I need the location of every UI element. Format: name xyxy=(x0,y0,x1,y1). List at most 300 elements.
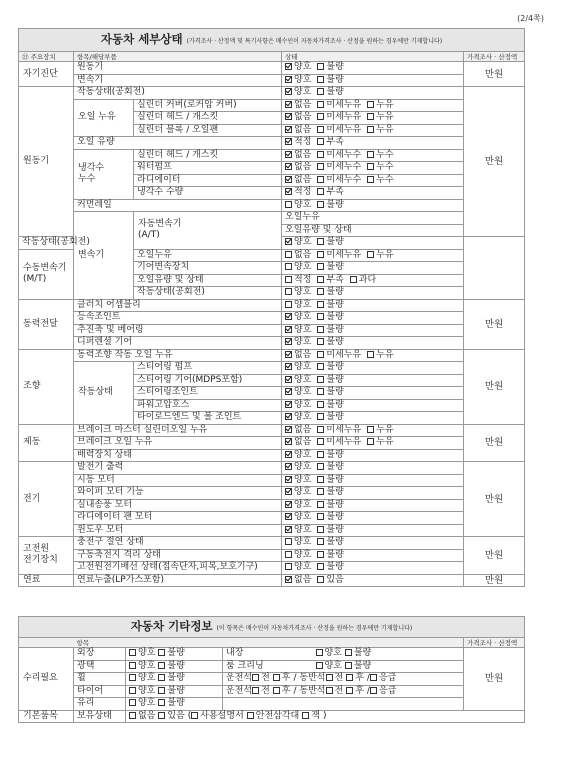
driver-label: 운전석 xyxy=(226,685,253,696)
option-good[interactable] xyxy=(285,262,311,273)
status-cell xyxy=(282,399,464,412)
option-good[interactable] xyxy=(285,525,311,536)
item-label: 오일누유 xyxy=(134,249,282,262)
checkbox-icon[interactable] xyxy=(317,201,324,208)
option-proper[interactable] xyxy=(285,187,311,198)
checkbox-icon[interactable] xyxy=(317,113,324,120)
option-good[interactable] xyxy=(285,362,311,373)
checkbox-icon[interactable] xyxy=(285,476,292,483)
option-bad[interactable] xyxy=(158,698,184,709)
checkbox-icon[interactable] xyxy=(317,313,324,320)
option-label: 없음 xyxy=(294,424,312,435)
option-bad[interactable] xyxy=(317,237,343,248)
price-cell: 만원 xyxy=(464,574,525,587)
status-cell xyxy=(282,324,464,337)
status-cell xyxy=(282,99,464,112)
option-good[interactable] xyxy=(285,62,311,73)
checkbox-icon[interactable] xyxy=(129,674,136,681)
option-manual[interactable] xyxy=(191,711,243,722)
option-bad[interactable] xyxy=(158,673,184,684)
option-good[interactable] xyxy=(129,698,155,709)
checkbox-icon[interactable] xyxy=(317,526,324,533)
status-cell xyxy=(126,673,223,686)
checkbox-icon[interactable] xyxy=(129,687,136,694)
checkbox-icon[interactable] xyxy=(367,126,374,133)
option-bad[interactable] xyxy=(317,62,343,73)
option-good[interactable] xyxy=(129,673,155,684)
sub-auto-line1: 자동변속기 xyxy=(138,219,182,230)
option-lack[interactable] xyxy=(317,187,343,198)
checkbox-icon[interactable] xyxy=(317,326,324,333)
checkbox-icon[interactable] xyxy=(367,113,374,120)
option-leak[interactable] xyxy=(367,100,393,111)
option-label: 후 xyxy=(281,685,291,696)
option-bad[interactable] xyxy=(317,325,343,336)
option-good[interactable] xyxy=(285,550,311,561)
option-minor_water[interactable] xyxy=(317,162,361,173)
checkbox-icon[interactable] xyxy=(317,476,324,483)
option-leak[interactable] xyxy=(367,125,393,136)
item-label: 스티어링조인트 xyxy=(134,387,282,400)
checkbox-icon[interactable] xyxy=(317,238,324,245)
checkbox-icon[interactable] xyxy=(158,699,165,706)
option-none[interactable] xyxy=(285,100,311,111)
checkbox-icon[interactable] xyxy=(367,151,374,158)
checkbox-icon[interactable] xyxy=(317,438,324,445)
option-bad[interactable] xyxy=(317,375,343,386)
checkbox-icon[interactable] xyxy=(370,687,377,694)
option-bad[interactable] xyxy=(158,686,184,697)
option-emergency[interactable] xyxy=(370,686,396,697)
option-good[interactable] xyxy=(285,387,311,398)
item-label: 오일누유 xyxy=(282,212,464,225)
option-exist[interactable] xyxy=(158,711,184,722)
option-label: 부족 xyxy=(326,137,344,148)
option-good[interactable] xyxy=(285,300,311,311)
checkbox-icon[interactable] xyxy=(285,238,292,245)
checkbox-icon[interactable] xyxy=(285,413,292,420)
checkbox-icon[interactable] xyxy=(285,526,292,533)
checkbox-icon[interactable] xyxy=(317,351,324,358)
checkbox-icon[interactable] xyxy=(285,338,292,345)
status-cell xyxy=(282,112,464,125)
option-good[interactable] xyxy=(285,200,311,211)
checkbox-icon[interactable] xyxy=(317,138,324,145)
checkbox-icon[interactable] xyxy=(317,551,324,558)
option-bad[interactable] xyxy=(158,661,184,672)
status-cell xyxy=(282,287,464,300)
checkbox-icon[interactable] xyxy=(317,501,324,508)
option-good[interactable] xyxy=(285,475,311,486)
option-bad[interactable] xyxy=(317,337,343,348)
option-bad[interactable] xyxy=(317,200,343,211)
option-bad[interactable] xyxy=(317,500,343,511)
option-water_leak[interactable] xyxy=(367,175,393,186)
option-good[interactable] xyxy=(285,87,311,98)
option-water_leak[interactable] xyxy=(367,162,393,173)
option-front[interactable] xyxy=(252,673,270,684)
option-good[interactable] xyxy=(316,648,342,659)
checkbox-icon[interactable] xyxy=(247,712,254,719)
option-water_leak[interactable] xyxy=(367,150,393,161)
checkbox-icon[interactable] xyxy=(367,176,374,183)
option-label: 없음 xyxy=(138,710,156,721)
status-cell xyxy=(282,149,464,162)
option-bad[interactable] xyxy=(158,648,184,659)
option-bad[interactable] xyxy=(345,661,371,672)
option-rear[interactable] xyxy=(273,673,291,684)
checkbox-icon[interactable] xyxy=(302,712,309,719)
checkbox-icon[interactable] xyxy=(326,674,333,681)
checkbox-icon[interactable] xyxy=(317,101,324,108)
checkbox-icon[interactable] xyxy=(285,551,292,558)
checkbox-icon[interactable] xyxy=(285,463,292,470)
checkbox-icon[interactable] xyxy=(273,687,280,694)
checkbox-icon[interactable] xyxy=(285,88,292,95)
checkbox-icon[interactable] xyxy=(285,151,292,158)
checkbox-icon[interactable] xyxy=(317,401,324,408)
other-title: 자동차 기타정보 xyxy=(130,618,213,633)
checkbox-icon[interactable] xyxy=(285,288,292,295)
checkbox-icon[interactable] xyxy=(317,276,324,283)
checkbox-icon[interactable] xyxy=(285,276,292,283)
status-cell xyxy=(282,487,464,500)
option-lack[interactable] xyxy=(317,137,343,148)
option-proper[interactable] xyxy=(285,137,311,148)
checkbox-icon[interactable] xyxy=(285,176,292,183)
option-good[interactable] xyxy=(285,337,311,348)
option-bad[interactable] xyxy=(317,400,343,411)
checkbox-icon[interactable] xyxy=(252,674,259,681)
checkbox-icon[interactable] xyxy=(317,76,324,83)
option-bad[interactable] xyxy=(317,562,343,573)
sub-manual-trans xyxy=(19,249,74,299)
option-front[interactable] xyxy=(326,686,344,697)
option-none[interactable] xyxy=(285,125,311,136)
option-emergency[interactable] xyxy=(370,673,396,684)
checkbox-icon[interactable] xyxy=(285,451,292,458)
status-cell xyxy=(282,337,464,350)
checkbox-icon[interactable] xyxy=(285,263,292,270)
checkbox-icon[interactable] xyxy=(350,276,357,283)
option-bad[interactable] xyxy=(317,387,343,398)
checkbox-icon[interactable] xyxy=(317,126,324,133)
option-label: 양호 xyxy=(294,387,312,398)
checkbox-icon[interactable] xyxy=(317,288,324,295)
option-none[interactable] xyxy=(285,112,311,123)
passenger-label: 동반석 xyxy=(299,685,326,696)
item-label: 오일유량 및 상태 xyxy=(282,224,464,237)
checkbox-icon[interactable] xyxy=(285,163,292,170)
option-leak[interactable] xyxy=(367,250,393,261)
checkbox-icon[interactable] xyxy=(158,662,165,669)
item-label: 워터펌프 xyxy=(134,162,282,175)
checkbox-icon[interactable] xyxy=(285,401,292,408)
option-bad[interactable] xyxy=(317,75,343,86)
checkbox-icon[interactable] xyxy=(285,113,292,120)
option-label: 양호 xyxy=(294,399,312,410)
option-minor[interactable] xyxy=(317,112,361,123)
option-leak[interactable] xyxy=(367,425,393,436)
option-minor[interactable] xyxy=(317,250,361,261)
option-good[interactable] xyxy=(285,375,311,386)
option-bad[interactable] xyxy=(317,450,343,461)
checkbox-icon[interactable] xyxy=(317,251,324,258)
checkbox-icon[interactable] xyxy=(285,76,292,83)
checkbox-icon[interactable] xyxy=(367,438,374,445)
option-good[interactable] xyxy=(129,661,155,672)
price-cell: 만원 xyxy=(464,462,525,537)
sub-oil-leak: 오일 누유 xyxy=(74,99,134,137)
checkbox-icon[interactable] xyxy=(370,674,377,681)
option-minor[interactable] xyxy=(317,100,361,111)
option-minor_water[interactable] xyxy=(317,175,361,186)
option-label: 양호 xyxy=(294,524,312,535)
checkbox-icon[interactable] xyxy=(129,712,136,719)
checkbox-icon[interactable] xyxy=(317,338,324,345)
checkbox-icon[interactable] xyxy=(252,687,259,694)
group-transmission: 변속기 xyxy=(74,212,134,300)
option-none[interactable] xyxy=(285,150,311,161)
option-bad[interactable] xyxy=(317,87,343,98)
checkbox-icon[interactable] xyxy=(285,388,292,395)
option-minor_water[interactable] xyxy=(317,150,361,161)
checkbox-icon[interactable] xyxy=(346,687,353,694)
option-none[interactable] xyxy=(285,437,311,448)
option-good[interactable] xyxy=(285,462,311,473)
blank-cell xyxy=(223,698,464,711)
option-front[interactable] xyxy=(326,673,344,684)
option-leak[interactable] xyxy=(367,437,393,448)
checkbox-icon[interactable] xyxy=(317,376,324,383)
checkbox-icon[interactable] xyxy=(317,88,324,95)
other-item-tire: 타이어 xyxy=(74,685,126,698)
status-cell xyxy=(282,374,464,387)
option-minor[interactable] xyxy=(317,125,361,136)
checkbox-icon[interactable] xyxy=(285,513,292,520)
option-label: 양호 xyxy=(294,299,312,310)
option-none[interactable] xyxy=(285,350,311,361)
checkbox-icon[interactable] xyxy=(285,201,292,208)
option-label: 없음 xyxy=(294,162,312,173)
checkbox-icon[interactable] xyxy=(317,63,324,70)
checkbox-icon[interactable] xyxy=(317,151,324,158)
option-rear[interactable] xyxy=(273,686,291,697)
option-label: 누유 xyxy=(376,124,394,135)
option-bad[interactable] xyxy=(317,312,343,323)
option-minor[interactable] xyxy=(317,350,361,361)
checkbox-icon[interactable] xyxy=(346,674,353,681)
option-label: 불량 xyxy=(326,537,344,548)
checkbox-icon[interactable] xyxy=(316,649,323,656)
checkbox-icon[interactable] xyxy=(367,101,374,108)
checkbox-icon[interactable] xyxy=(317,538,324,545)
option-label: 불량 xyxy=(326,74,344,85)
checkbox-icon[interactable] xyxy=(285,351,292,358)
option-front[interactable] xyxy=(252,686,270,697)
option-good[interactable] xyxy=(285,512,311,523)
option-good[interactable] xyxy=(316,661,342,672)
option-label: 불량 xyxy=(326,237,344,248)
price-cell: 만원 xyxy=(464,299,525,349)
checkbox-icon[interactable] xyxy=(317,413,324,420)
option-bad[interactable] xyxy=(317,537,343,548)
option-label: 미세누수 xyxy=(326,149,362,160)
option-bad[interactable] xyxy=(317,512,343,523)
checkbox-icon[interactable] xyxy=(317,388,324,395)
option-rear[interactable] xyxy=(346,673,364,684)
checkbox-icon[interactable] xyxy=(367,251,374,258)
option-leak[interactable] xyxy=(367,112,393,123)
option-bad[interactable] xyxy=(345,648,371,659)
checkbox-icon[interactable] xyxy=(285,101,292,108)
checkbox-icon[interactable] xyxy=(317,363,324,370)
option-bad[interactable] xyxy=(317,462,343,473)
checkbox-icon[interactable] xyxy=(285,188,292,195)
option-bad[interactable] xyxy=(317,287,343,298)
option-label: 적정 xyxy=(294,274,312,285)
option-good[interactable] xyxy=(285,450,311,461)
checkbox-icon[interactable] xyxy=(158,674,165,681)
option-proper[interactable] xyxy=(285,275,311,286)
option-triangle[interactable] xyxy=(247,711,299,722)
item-label: 실린더 커버(로커암 커버) xyxy=(134,99,282,112)
checkbox-icon[interactable] xyxy=(317,576,324,583)
option-label: 양호 xyxy=(294,62,312,73)
option-good[interactable] xyxy=(129,648,155,659)
option-minor[interactable] xyxy=(317,425,361,436)
option-good[interactable] xyxy=(285,412,311,423)
possession-cell xyxy=(126,710,525,723)
sub-manual-line1: 수동변속기 xyxy=(23,263,67,273)
checkbox-icon[interactable] xyxy=(317,188,324,195)
checkbox-icon[interactable] xyxy=(285,63,292,70)
item-label: 냉각수 수량 xyxy=(134,187,282,200)
item-label: 등속조인트 xyxy=(74,312,282,325)
checkbox-icon[interactable] xyxy=(317,463,324,470)
checkbox-icon[interactable] xyxy=(129,662,136,669)
option-good[interactable] xyxy=(285,237,311,248)
checkbox-icon[interactable] xyxy=(326,687,333,694)
checkbox-icon[interactable] xyxy=(285,326,292,333)
option-none[interactable] xyxy=(285,575,311,586)
checkbox-icon[interactable] xyxy=(285,301,292,308)
option-bad[interactable] xyxy=(317,412,343,423)
checkbox-icon[interactable] xyxy=(317,563,324,570)
option-none[interactable] xyxy=(285,162,311,173)
option-good[interactable] xyxy=(285,537,311,548)
checkbox-icon[interactable] xyxy=(285,438,292,445)
option-jack[interactable] xyxy=(302,711,320,722)
checkbox-icon[interactable] xyxy=(158,649,165,656)
checkbox-icon[interactable] xyxy=(317,451,324,458)
option-bad[interactable] xyxy=(317,362,343,373)
checkbox-icon[interactable] xyxy=(285,563,292,570)
checkbox-icon[interactable] xyxy=(285,251,292,258)
option-bad[interactable] xyxy=(317,262,343,273)
option-good[interactable] xyxy=(285,287,311,298)
option-good[interactable] xyxy=(129,686,155,697)
checkbox-icon[interactable] xyxy=(285,138,292,145)
option-none[interactable] xyxy=(285,425,311,436)
option-bad[interactable] xyxy=(317,487,343,498)
other-item-interior: 내장 xyxy=(223,648,313,661)
group-hv-line2: 전기장치 xyxy=(23,555,58,566)
checkbox-icon[interactable] xyxy=(285,126,292,133)
option-leak[interactable] xyxy=(367,350,393,361)
checkbox-icon[interactable] xyxy=(285,501,292,508)
checkbox-icon[interactable] xyxy=(285,538,292,545)
option-excess[interactable] xyxy=(350,275,376,286)
option-none[interactable] xyxy=(285,250,311,261)
option-bad[interactable] xyxy=(317,475,343,486)
checkbox-icon[interactable] xyxy=(191,712,198,719)
checkbox-icon[interactable] xyxy=(273,674,280,681)
option-label: 누유 xyxy=(376,249,394,260)
option-good[interactable] xyxy=(285,500,311,511)
option-good[interactable] xyxy=(285,562,311,573)
item-label: 와이퍼 모터 기능 xyxy=(74,487,282,500)
option-label: 안전삼각대 xyxy=(255,710,300,721)
checkbox-icon[interactable] xyxy=(317,176,324,183)
option-good[interactable] xyxy=(285,325,311,336)
option-none[interactable] xyxy=(285,175,311,186)
option-minor[interactable] xyxy=(317,437,361,448)
checkbox-icon[interactable] xyxy=(285,488,292,495)
option-good[interactable] xyxy=(285,487,311,498)
sub-manual-line2: (M/T) xyxy=(23,274,47,284)
checkbox-icon[interactable] xyxy=(367,351,374,358)
checkbox-icon[interactable] xyxy=(285,313,292,320)
checkbox-icon[interactable] xyxy=(317,513,324,520)
checkbox-icon[interactable] xyxy=(317,263,324,270)
checkbox-icon[interactable] xyxy=(129,649,136,656)
option-exist[interactable] xyxy=(317,575,343,586)
option-bad[interactable] xyxy=(317,525,343,536)
checkbox-icon[interactable] xyxy=(285,426,292,433)
checkbox-icon[interactable] xyxy=(158,712,165,719)
checkbox-icon[interactable] xyxy=(345,649,352,656)
option-rear[interactable] xyxy=(346,686,364,697)
option-good[interactable] xyxy=(285,400,311,411)
option-good[interactable] xyxy=(285,312,311,323)
price-cell: 만원 xyxy=(464,349,525,424)
item-label: 작동상태(공회전) xyxy=(134,287,282,300)
option-label: 양호 xyxy=(294,312,312,323)
checkbox-icon[interactable] xyxy=(345,662,352,669)
option-lack[interactable] xyxy=(317,275,343,286)
checkbox-icon[interactable] xyxy=(317,301,324,308)
checkbox-icon[interactable] xyxy=(158,687,165,694)
checkbox-icon[interactable] xyxy=(317,488,324,495)
checkbox-icon[interactable] xyxy=(316,662,323,669)
checkbox-icon[interactable] xyxy=(285,576,292,583)
checkbox-icon[interactable] xyxy=(285,363,292,370)
item-label: 윈도우 모터 xyxy=(74,524,282,537)
checkbox-icon[interactable] xyxy=(129,699,136,706)
checkbox-icon[interactable] xyxy=(367,163,374,170)
option-bad[interactable] xyxy=(317,550,343,561)
option-good[interactable] xyxy=(285,75,311,86)
option-label: 불량 xyxy=(167,648,185,659)
checkbox-icon[interactable] xyxy=(317,163,324,170)
option-bad[interactable] xyxy=(317,300,343,311)
checkbox-icon[interactable] xyxy=(285,376,292,383)
option-none[interactable] xyxy=(129,711,155,722)
checkbox-icon[interactable] xyxy=(317,426,324,433)
checkbox-icon[interactable] xyxy=(367,426,374,433)
option-label: 잭 xyxy=(311,710,320,721)
